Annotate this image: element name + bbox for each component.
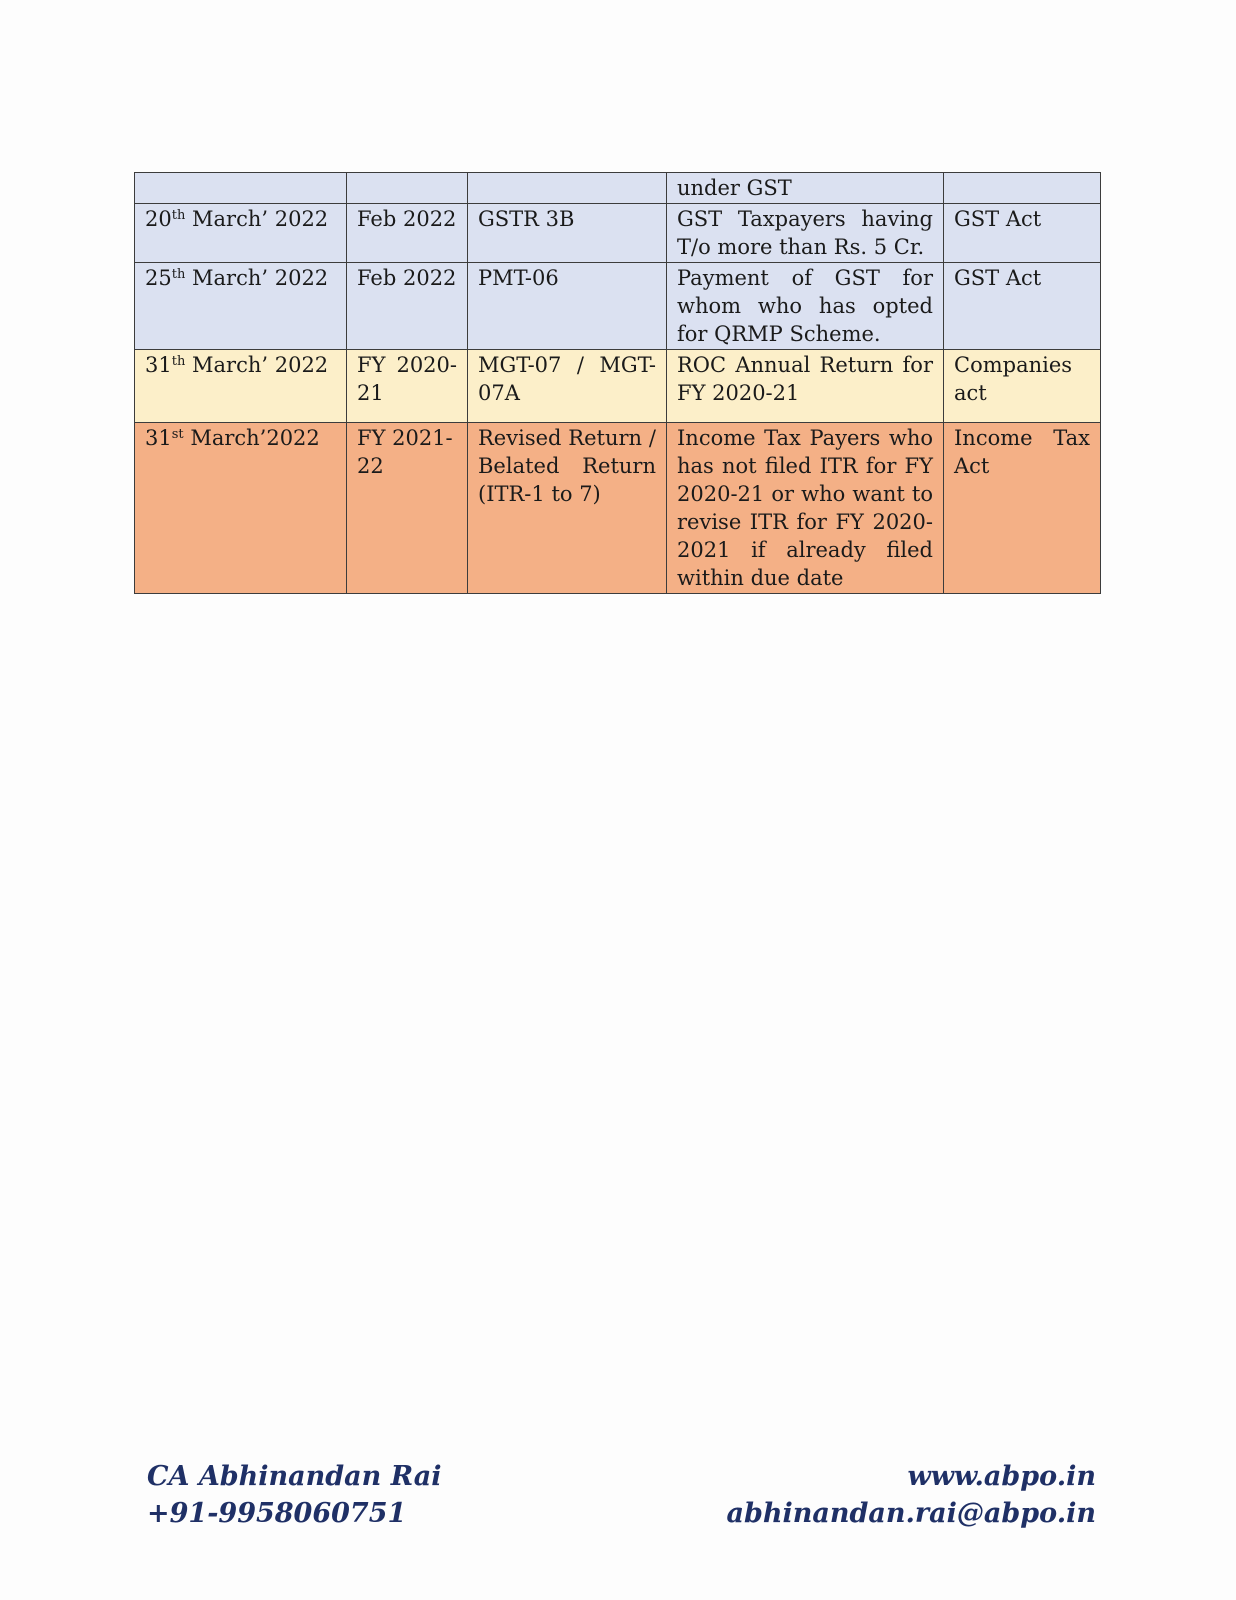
website-link[interactable]: www.abpo.in <box>907 1461 1096 1492</box>
act-cell: Income Tax Act <box>944 423 1101 594</box>
due-date-day: 31 <box>145 426 172 450</box>
act-cell <box>944 173 1101 204</box>
table-row <box>135 263 1101 350</box>
description-cell: Income Tax Payers who has not filed ITR for FY 2020-21 or who want to revise ITR for FY 2020-2021 if already filed within due date <box>667 423 944 594</box>
table-row <box>135 204 1101 263</box>
form-cell: Revised Return / Belated Return (ITR-1 to 7) <box>468 423 667 594</box>
due-date-cell <box>135 350 347 423</box>
table-row <box>135 423 1101 594</box>
period-cell: FY 2020-21 <box>347 350 468 423</box>
due-date-suffix: th <box>171 267 186 282</box>
due-date-month: March’ 2022 <box>185 353 329 377</box>
form-cell: MGT-07 / MGT-07A <box>468 350 667 423</box>
compliance-due-date-table <box>134 172 1101 594</box>
due-date-cell <box>135 204 347 263</box>
due-date-day: 25 <box>145 266 172 290</box>
due-date-cell <box>135 263 347 350</box>
due-date-month: March’ 2022 <box>185 266 329 290</box>
due-date-month: March’2022 <box>183 426 320 450</box>
act-cell: Companies act <box>944 350 1101 423</box>
phone-number: +91-9958060751 <box>147 1498 407 1529</box>
footer-contact-left <box>147 1458 442 1532</box>
due-date-day: 20 <box>145 207 172 231</box>
act-cell: GST Act <box>944 263 1101 350</box>
form-cell: PMT-06 <box>468 263 667 350</box>
period-cell: Feb 2022 <box>347 204 468 263</box>
period-cell: Feb 2022 <box>347 263 468 350</box>
form-cell: GSTR 3B <box>468 204 667 263</box>
table-row <box>135 350 1101 423</box>
description-cell: under GST <box>667 173 944 204</box>
due-date-suffix: th <box>171 208 186 223</box>
footer-contact-right <box>727 1458 1096 1532</box>
act-cell: GST Act <box>944 204 1101 263</box>
due-date-cell <box>135 423 347 594</box>
form-cell <box>468 173 667 204</box>
due-date-cell <box>135 173 347 204</box>
author-name: CA Abhinandan Rai <box>147 1461 442 1492</box>
due-date-suffix: th <box>171 354 186 369</box>
due-date-day: 31 <box>145 353 172 377</box>
period-cell <box>347 173 468 204</box>
period-cell: FY 2021-22 <box>347 423 468 594</box>
description-cell: ROC Annual Return for FY 2020-21 <box>667 350 944 423</box>
email-link[interactable]: abhinandan.rai@abpo.in <box>726 1498 1096 1529</box>
description-cell: Payment of GST for whom who has opted for QRMP Scheme. <box>667 263 944 350</box>
due-date-month: March’ 2022 <box>185 207 329 231</box>
table-row <box>135 173 1101 204</box>
due-date-suffix: st <box>171 427 184 442</box>
description-cell: GST Taxpayers having T/o more than Rs. 5 Cr. <box>667 204 944 263</box>
